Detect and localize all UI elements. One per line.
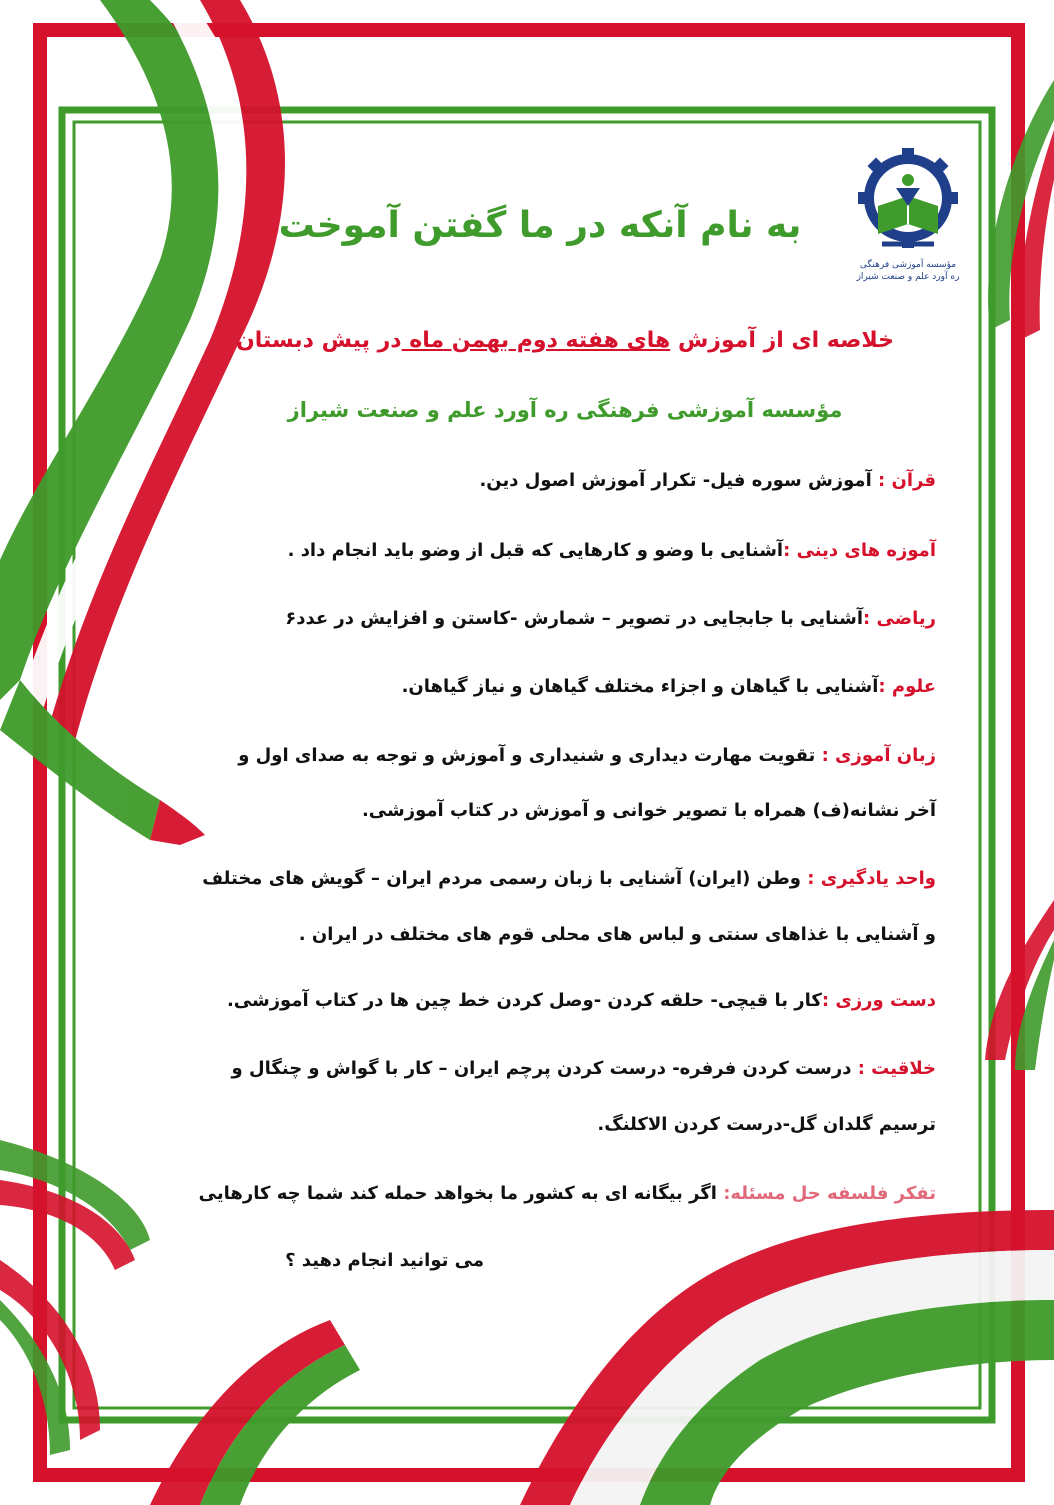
section-text: آشنایی با وضو و کارهایی که قبل از وضو باید انجام داد . xyxy=(287,540,784,561)
section-creativity-continued: ترسیم گلدان گل-درست کردن الاکلنگ. xyxy=(597,1114,936,1135)
section-text: آشنایی با جابجایی در تصویر – شمارش -کاستن و افزایش در عدد۶ xyxy=(285,608,864,629)
section-math xyxy=(285,608,936,629)
page-title: به نام آنکه در ما گفتن آموخت xyxy=(278,205,802,246)
section-philosophy-continued: می توانید انجام دهید ؟ xyxy=(285,1250,484,1271)
summary-heading-part3: در پیش دبستان xyxy=(236,328,402,353)
section-text: اگر بیگانه ای به کشور ما بخواهد حمله کند شما چه کارهایی xyxy=(198,1183,724,1204)
section-quran xyxy=(479,470,936,491)
summary-heading xyxy=(150,328,980,353)
section-text: تقویت مهارت دیداری و شنیداری و آموزش و توجه به صدای اول و xyxy=(238,745,822,766)
section-label: تفکر فلسفه حل مسئله: xyxy=(723,1183,936,1204)
section-text: آموزش سوره فیل- تکرار آموزش اصول دین. xyxy=(479,470,879,491)
section-label: علوم : xyxy=(878,676,936,697)
section-language xyxy=(238,745,936,766)
section-label: آموزه های دینی : xyxy=(783,540,936,561)
gear-book-icon xyxy=(852,148,964,258)
section-label: ریاضی : xyxy=(863,608,936,629)
institute-name: مؤسسه آموزشی فرهنگی ره آورد علم و صنعت شیراز xyxy=(287,398,843,422)
section-creativity xyxy=(232,1058,936,1079)
section-religious-teachings xyxy=(288,540,936,561)
section-label: خلاقیت : xyxy=(857,1058,936,1079)
section-label: دست ورزی : xyxy=(821,990,936,1011)
section-learning-unit-continued: و آشنایی با غذاهای سنتی و لباس های محلی قوم های مختلف در ایران . xyxy=(298,924,936,945)
section-text: درست کردن فرفره- درست کردن پرچم ایران – کار با گواش و چنگال و xyxy=(231,1058,858,1079)
section-label: واحد یادگیری : xyxy=(807,868,936,889)
summary-heading-part1: خلاصه ای از آموزش xyxy=(670,328,894,353)
section-science xyxy=(402,676,936,697)
section-handcraft xyxy=(227,990,936,1011)
logo-line-1: مؤسسه آموزشی فرهنگی xyxy=(859,260,957,270)
section-text: کار با قیچی- حلقه کردن -وصل کردن خط چین ها در کتاب آموزشی. xyxy=(226,990,822,1011)
section-text: وطن (ایران) آشنایی با زبان رسمی مردم ایران – گویش های مختلف xyxy=(202,868,808,889)
section-text: آشنایی با گیاهان و اجزاء مختلف گیاهان و نیاز گیاهان. xyxy=(401,676,879,697)
institute-logo xyxy=(852,148,964,288)
summary-heading-part2: های هفته دوم بهمن ماه xyxy=(401,328,671,353)
section-label: قرآن : xyxy=(878,470,936,491)
logo-line-2: ره آورد علم و صنعت شیراز xyxy=(856,272,960,282)
section-learning-unit xyxy=(202,868,936,889)
section-language-continued: آخر نشانه(ف) همراه با تصویر خوانی و آموزش در کتاب آموزشی. xyxy=(361,800,936,821)
section-label: زبان آموزی : xyxy=(821,745,936,766)
section-philosophy xyxy=(199,1183,936,1204)
